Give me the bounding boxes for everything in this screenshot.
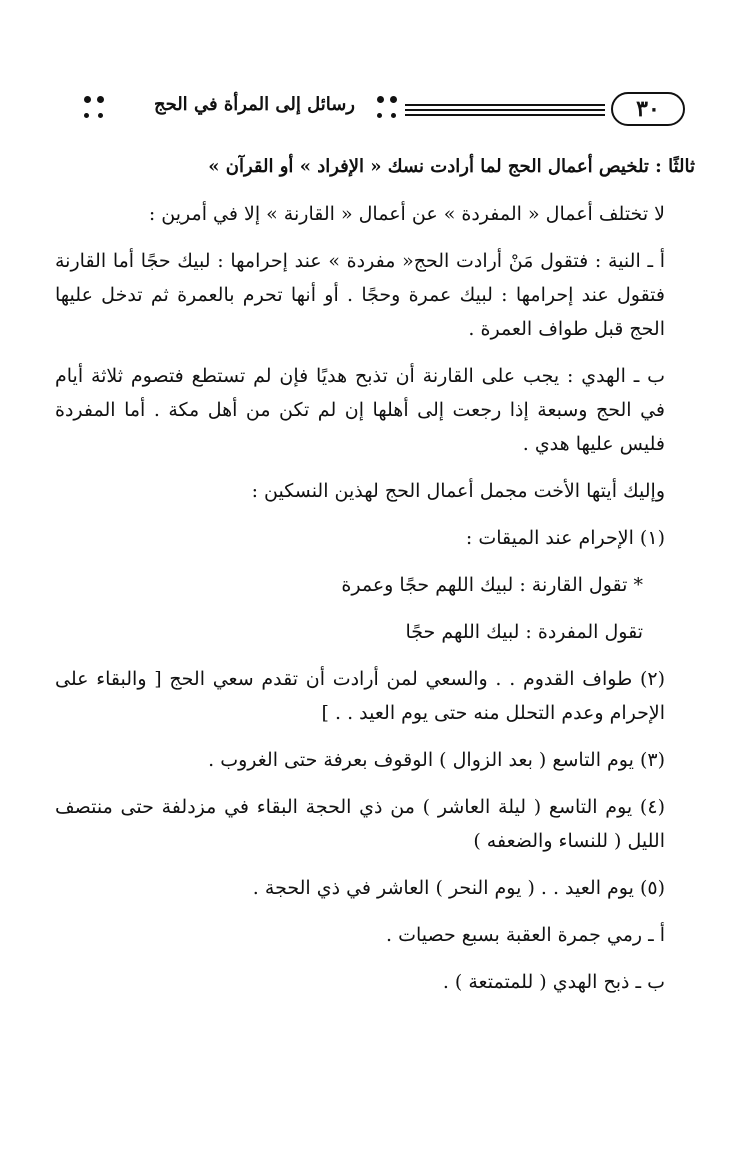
item-5-a: أ ـ رمي جمرة العقبة بسبع حصيات . [386,924,665,946]
ornament-dots-icon [377,96,399,122]
item-5-b: ب ـ ذبح الهدي ( للمتمتعة ) . [442,971,665,993]
summary-intro: وإليك أيتها الأخت مجمل أعمال الحج لهذين النسكين : [251,480,665,502]
item-4: (٤) يوم التاسع ( ليلة العاشر ) من ذي الحجة البقاء في مزدلفة حتى منتصف الليل ( للنساء والضعفه ) [55,796,665,852]
page-number: ٣٠ [611,92,685,126]
ornament-dots-icon [84,96,106,122]
item-2: (٢) طواف القدوم . . والسعي لمن أرادت أن تقدم سعي الحج [ والبقاء على الإحرام وعدم التحلل منه حتى يوم العيد . . ] [55,668,665,724]
page-body [55,150,695,1012]
header-rule [405,114,605,116]
qarina-talbiya: * تقول القارنة : لبيك اللهم حجًا وعمرة [341,574,643,596]
intro-paragraph: لا تختلف أعمال « المفردة » عن أعمال « القارنة » إلا في أمرين : [148,203,665,225]
item-3: (٣) يوم التاسع ( بعد الزوال ) الوقوف بعرفة حتى الغروب . [208,749,665,771]
item-5: (٥) يوم العيد . . ( يوم النحر ) العاشر في ذي الحجة . [252,877,665,899]
point-a-paragraph: أ ـ النية : فتقول مَنْ أرادت الحج« مفردة » عند إحرامها : لبيك حجًا أما القارنة فتقول عند إحرامها : لبيك عمرة وحجًا . أو أنها تحرم بالعمرة ثم تدخل عليها الحج قبل طواف العمرة . [55,250,665,340]
item-1: (١) الإحرام عند الميقات : [465,527,665,549]
mufrida-talbiya: تقول المفردة : لبيك اللهم حجًا [405,621,643,643]
header-rule [405,109,605,111]
point-b-paragraph: ب ـ الهدي : يجب على القارنة أن تذبح هديًا فإن لم تستطع فتصوم ثلاثة أيام في الحج وسبعة إذا رجعت إلى أهلها إن لم تكن من أهل مكة . أما المفردة فليس عليها هدي . [55,365,665,455]
running-title: رسائل إلى المرأة في الحج [153,94,355,115]
page-header [70,92,685,142]
section-title: ثالثًا : تلخيص أعمال الحج لما أرادت نسك « الإفراد » أو القرآن » [208,156,695,177]
header-rule [405,104,605,106]
